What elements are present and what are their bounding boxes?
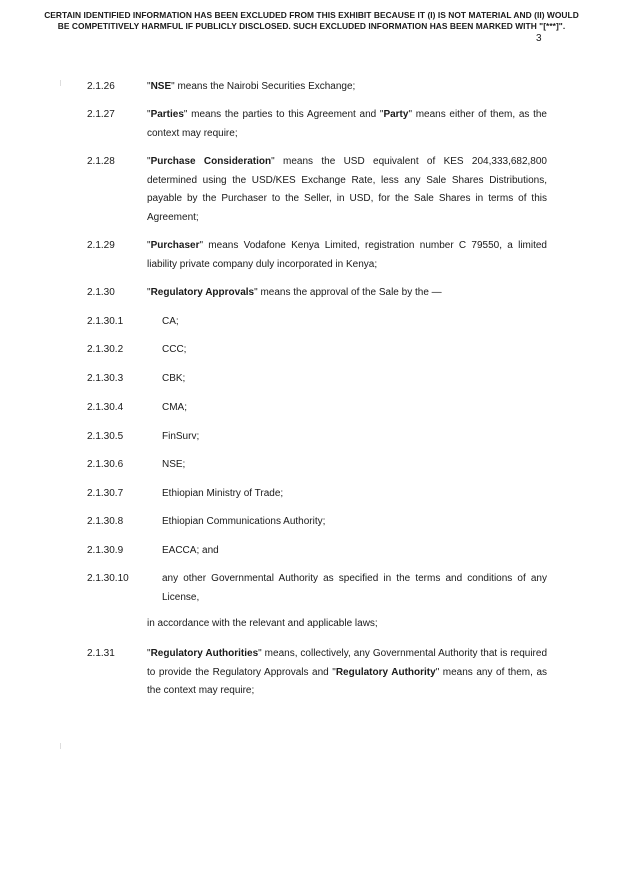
clause-number: 2.1.30.6 — [87, 459, 124, 470]
clause-text: "Regulatory Authorities" means, collectively, any Governmental Authority that is required to provide the Regulatory Approvals and "Regulatory Authority" means any of them, as the context may require; — [147, 648, 548, 696]
clause-number: 2.1.30.2 — [87, 344, 124, 355]
clause-text: "Parties" means the parties to this Agreement and "Party" means either of them, as the context may require; — [147, 109, 547, 139]
margin-mark — [60, 80, 61, 86]
clause-number: 2.1.30 — [87, 287, 115, 298]
clause-text: CBK; — [162, 373, 186, 384]
clause-2-1-30-continuation: in accordance with the relevant and applicable laws; — [147, 618, 378, 629]
clause-text: Ethiopian Communications Authority; — [162, 516, 326, 527]
clause-number: 2.1.28 — [87, 156, 115, 167]
defined-term: NSE — [150, 81, 172, 92]
clause-text: "NSE" means the Nairobi Securities Exchange; — [147, 81, 356, 92]
clause-text: "Purchase Consideration" means the USD equivalent of KES 204,333,682,800 determined using the USD/KES Exchange Rate, less any Sale Shares Distributions, payable by the Purchaser to the Seller, in USD, for the Sale Shares in terms of this Agreement; — [147, 156, 547, 223]
confidentiality-notice — [0, 10, 623, 32]
defined-term: Parties — [150, 109, 184, 120]
defined-term: Party — [383, 109, 409, 120]
defined-term: Purchaser — [150, 240, 200, 251]
clause-number: 2.1.29 — [87, 240, 115, 251]
clause-text: any other Governmental Authority as specified in the terms and conditions of any License, — [162, 573, 547, 603]
margin-mark — [60, 743, 61, 749]
clause-text: NSE; — [162, 459, 186, 470]
defined-term: Regulatory Authority — [335, 666, 436, 678]
clause-text: CMA; — [162, 402, 187, 413]
defined-term: Regulatory Authorities — [150, 648, 259, 659]
notice-line-1: CERTAIN IDENTIFIED INFORMATION HAS BEEN EXCLUDED FROM THIS EXHIBIT BECAUSE IT (I) IS NOT MATERIAL AND (II) WOULD — [44, 10, 579, 20]
defined-term: Regulatory Approvals — [150, 287, 255, 298]
clause-number: 2.1.31 — [87, 648, 115, 659]
clause-text: EACCA; and — [162, 545, 219, 556]
defined-term: Purchase Consideration — [150, 156, 272, 167]
page-number: 3 — [536, 33, 542, 44]
clause-text: Ethiopian Ministry of Trade; — [162, 488, 284, 499]
clause-number: 2.1.30.10 — [87, 573, 129, 584]
clause-number: 2.1.30.4 — [87, 402, 124, 413]
clause-text: CCC; — [162, 344, 187, 355]
clause-number: 2.1.30.9 — [87, 545, 124, 556]
clause-text: "Regulatory Approvals" means the approval of the Sale by the — — [147, 287, 442, 298]
clause-number: 2.1.26 — [87, 81, 115, 92]
clause-number: 2.1.30.7 — [87, 488, 124, 499]
clause-text: FinSurv; — [162, 431, 200, 442]
clause-text: "Purchaser" means Vodafone Kenya Limited, registration number C 79550, a limited liability private company duly incorporated in Kenya; — [147, 240, 547, 270]
clause-number: 2.1.30.3 — [87, 373, 124, 384]
clause-text: CA; — [162, 316, 179, 327]
clause-number: 2.1.30.8 — [87, 516, 124, 527]
clause-number: 2.1.30.5 — [87, 431, 124, 442]
clause-number: 2.1.27 — [87, 109, 115, 120]
clause-number: 2.1.30.1 — [87, 316, 124, 327]
notice-line-2: BE COMPETITIVELY HARMFUL IF PUBLICLY DISCLOSED. SUCH EXCLUDED INFORMATION HAS BEEN MARKED WITH "[***]". — [57, 21, 566, 31]
